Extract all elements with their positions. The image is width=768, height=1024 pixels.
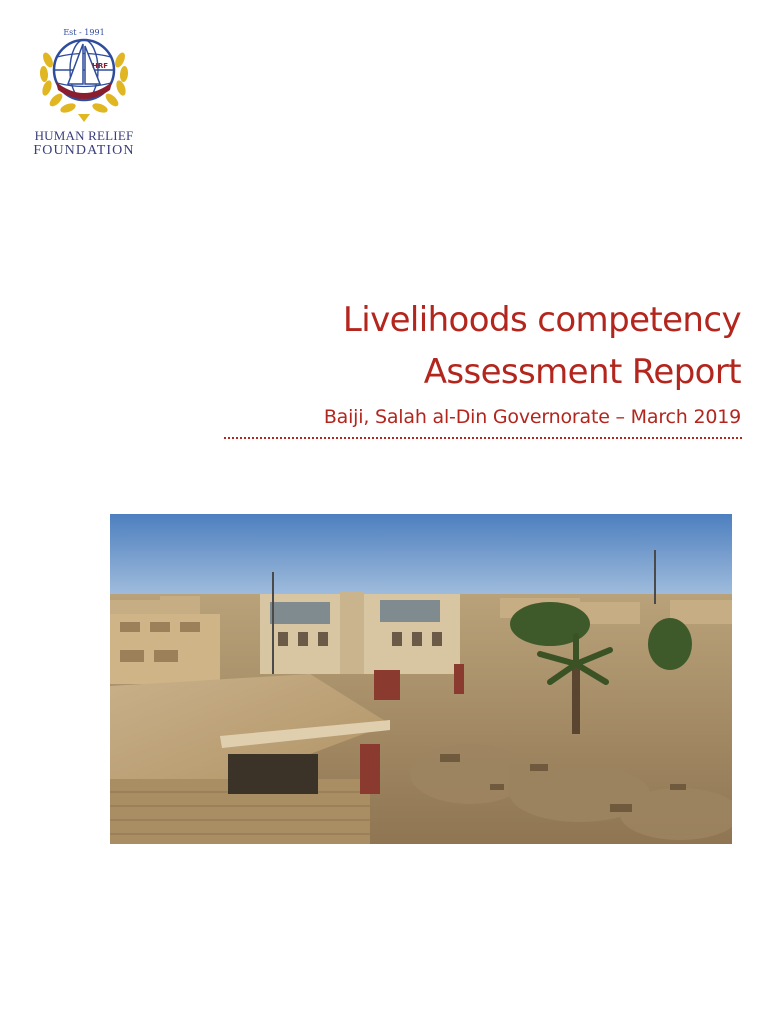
organization-name-line1: HUMAN RELIEF — [34, 128, 134, 143]
organization-name-line2: FOUNDATION — [33, 143, 135, 158]
logo-monogram: HRF — [92, 62, 109, 70]
report-title-line1: Livelihoods competency — [342, 300, 741, 340]
cover-photo-illustration — [110, 514, 732, 844]
report-subtitle: Baiji, Salah al-Din Governorate – March 2019 — [323, 406, 741, 428]
title-divider — [224, 437, 742, 439]
organization-logo — [24, 24, 144, 160]
cover-photo — [110, 514, 732, 844]
report-title-block — [181, 294, 741, 430]
organization-name — [24, 128, 144, 158]
logo-established: Est - 1991 — [63, 28, 105, 37]
report-title-line2: Assessment Report — [423, 352, 741, 392]
globe-laurel-emblem — [34, 24, 134, 124]
